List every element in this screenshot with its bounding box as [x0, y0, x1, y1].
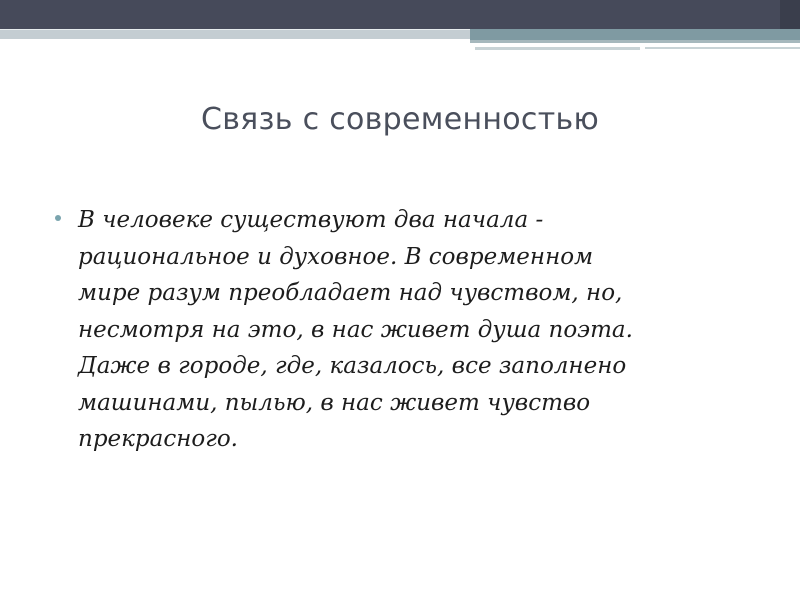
bullet-item — [50, 202, 770, 458]
bullet-text: В человеке существуют два начала - рациональное и духовное. В современном мире разум преобладает над чувством, но, несмотря на это, в нас живет душа поэта. Даже в городе, где, казалось, все заполнено машинами, пылью, в нас живет чувство прекрасного. — [78, 207, 633, 452]
slide-body — [50, 202, 770, 458]
header-band — [0, 0, 800, 29]
accent-line — [645, 47, 800, 49]
accent-line — [475, 47, 640, 50]
header-band-shadow — [780, 0, 800, 29]
bullet-dot-icon — [55, 215, 61, 221]
slide-title: Связь с современностью — [200, 102, 600, 137]
accent-line — [470, 40, 800, 43]
